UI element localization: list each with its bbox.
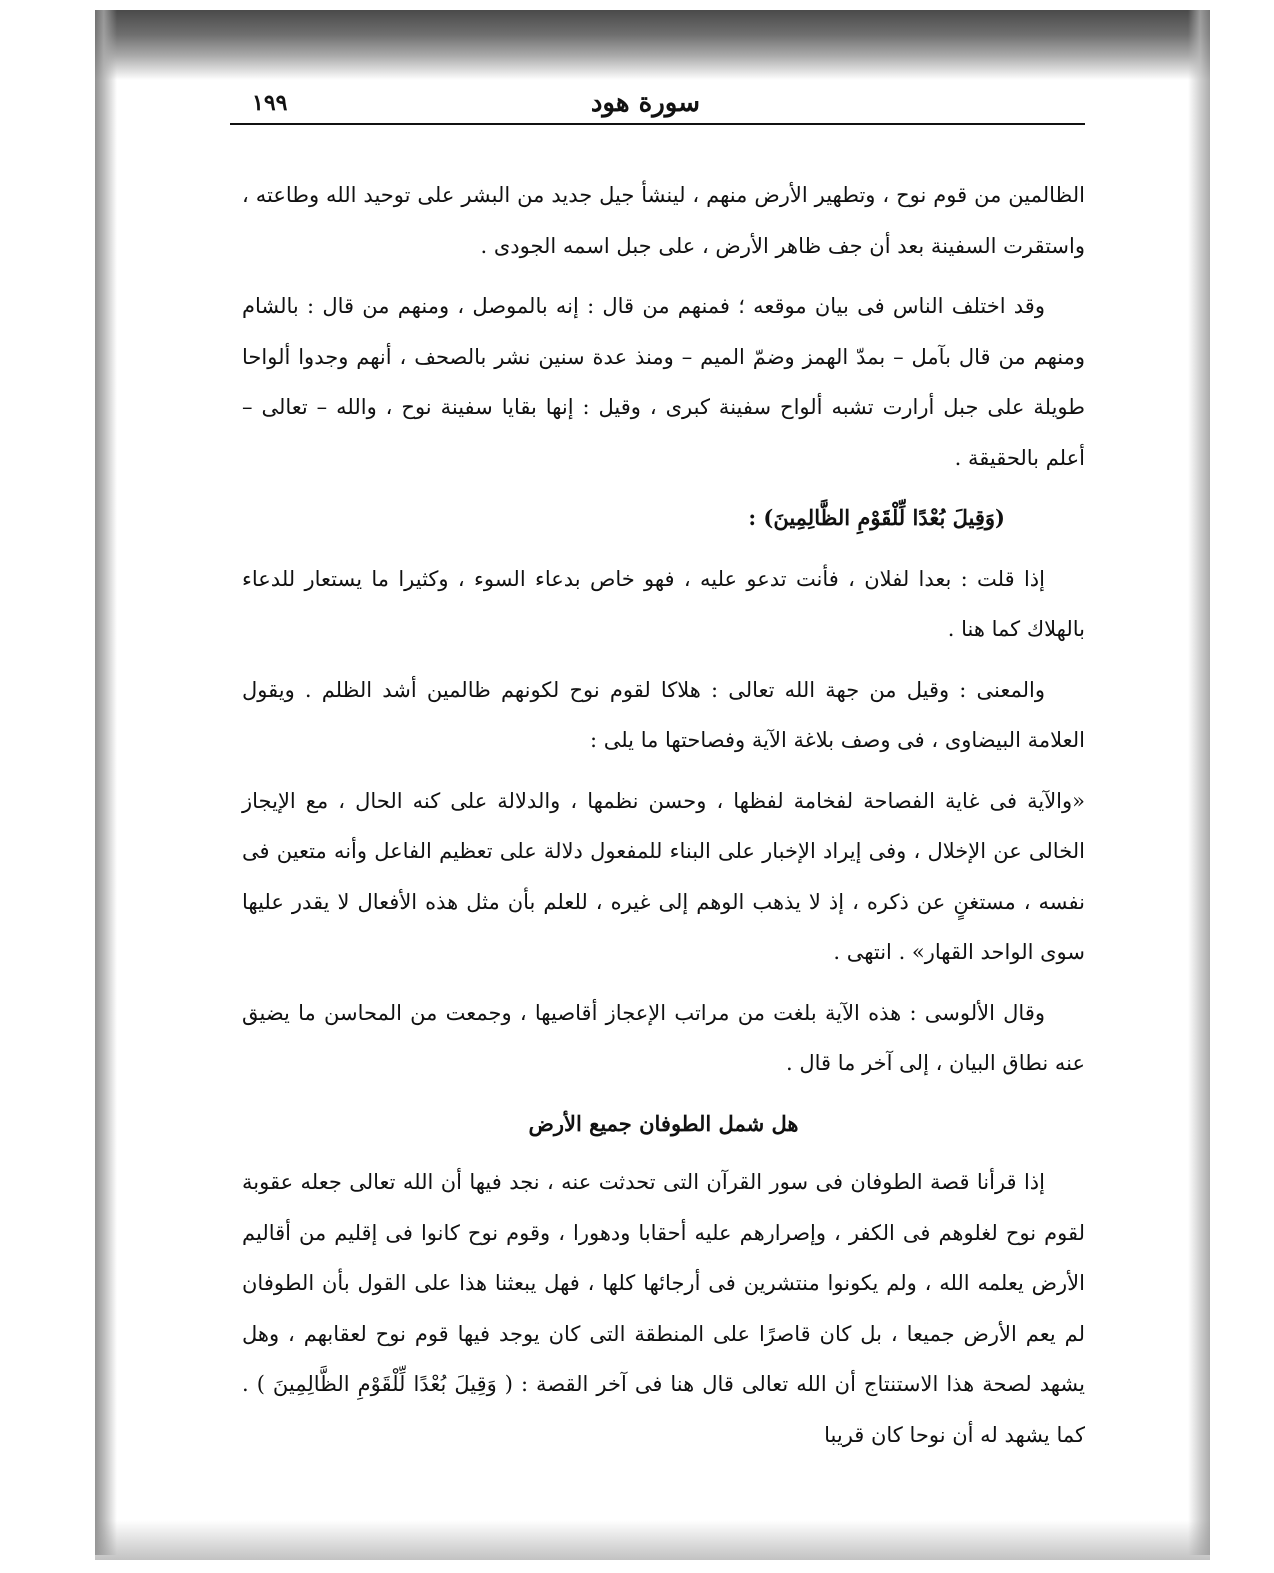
paragraph-meaning: والمعنى : وقيل من جهة الله تعالى : هلاكا لقوم نوح لكونهم ظالمين أشد الظلم . ويقول العلامة البيضاوى ، فى وصف بلاغة الآية وفصاحتها ما يلى : bbox=[242, 677, 1085, 752]
verse-quote: (وَقِيلَ بُعْدًا لِّلْقَوْمِ الظَّالِمِينَ) : bbox=[748, 505, 1005, 530]
section-heading: هل شمل الطوفان جميع الأرض bbox=[528, 1110, 799, 1136]
scan-shadow-right bbox=[1188, 10, 1210, 1555]
header-rule bbox=[230, 123, 1085, 125]
book-page bbox=[230, 82, 1085, 1532]
page-number: ١٩٩ bbox=[252, 90, 288, 116]
scan-shadow-left bbox=[95, 10, 117, 1555]
scan-shadow-top bbox=[95, 10, 1210, 80]
paragraph-alusi: وقال الألوسى : هذه الآية بلغت من مراتب الإعجاز أقاصيها ، وجمعت من المحاسن ما يضيق عنه نطاق البيان ، إلى آخر ما قال . bbox=[242, 1000, 1085, 1075]
paragraph-meaning-of-bu3dan: إذا قلت : بعدا لفلان ، فأنت تدعو عليه ، فهو خاص بدعاء السوء ، وكثيرا ما يستعار للدعاء بالهلاك كما هنا . bbox=[242, 566, 1085, 641]
paragraph-location-of-judi: وقد اختلف الناس فى بيان موقعه ؛ فمنهم من قال : إنه بالموصل ، ومنهم من قال : بالشام ومنهم من قال بآمل – بمدّ الهمز وضمّ الميم – ومنذ عدة سنين نشر بالصحف ، أنهم وجدوا ألواحا طويلة على جبل أرارت تشبه ألواح سفينة كبرى ، وقيل : إنها بقايا سفينة نوح ، والله – تعالى – أعلم بالحقيقة . bbox=[242, 294, 1085, 470]
page-header bbox=[230, 82, 1085, 122]
paragraph-continuation: الظالمين من قوم نوح ، وتطهير الأرض منهم ، لينشأ جيل جديد من البشر على توحيد الله وطاعته ، واستقرت السفينة بعد أن جف ظاهر الأرض ، على جبل اسمه الجودى . bbox=[242, 183, 1085, 258]
page-body bbox=[242, 170, 1085, 1470]
paragraph-flood-extent: إذا قرأنا قصة الطوفان فى سور القرآن التى تحدثت عنه ، نجد فيها أن الله تعالى جعله عقوبة لقوم نوح لغلوهم فى الكفر ، وإصرارهم عليه أحقابا ودهورا ، وقوم نوح كانوا فى إقليم من أقاليم الأرض يعلمه الله ، ولم يكونوا منتشرين فى أرجائها كلها ، فهل يبعثنا هذا على القول بأن الطوفان لم يعم الأرض جميعا ، بل كان قاصرًا على المنطقة التى كان يوجد فيها قوم نوح لعقابهم ، وهل يشهد لصحة هذا الاستنتاج أن الله تعالى قال هنا فى آخر القصة : ( وَقِيلَ بُعْدًا لِّلْقَوْمِ الظَّالِمِينَ ) . كما يشهد له أن نوحا كان قريبا bbox=[242, 1170, 1085, 1447]
paragraph-baydawi-quote: «والآية فى غاية الفصاحة لفخامة لفظها ، وحسن نظمها ، والدلالة على كنه الحال ، مع الإيجاز الخالى عن الإخلال ، وفى إيراد الإخبار على البناء للمفعول دلالة على تعظيم الفاعل وأنه متعين فى نفسه ، مستغنٍ عن ذكره ، إذ لا يذهب الوهم إلى غيره ، للعلم بأن مثل هذه الأفعال لا يقدر عليها سوى الواحد القهار» . انتهى . bbox=[242, 788, 1085, 964]
surah-title: سورة هود bbox=[590, 88, 700, 118]
